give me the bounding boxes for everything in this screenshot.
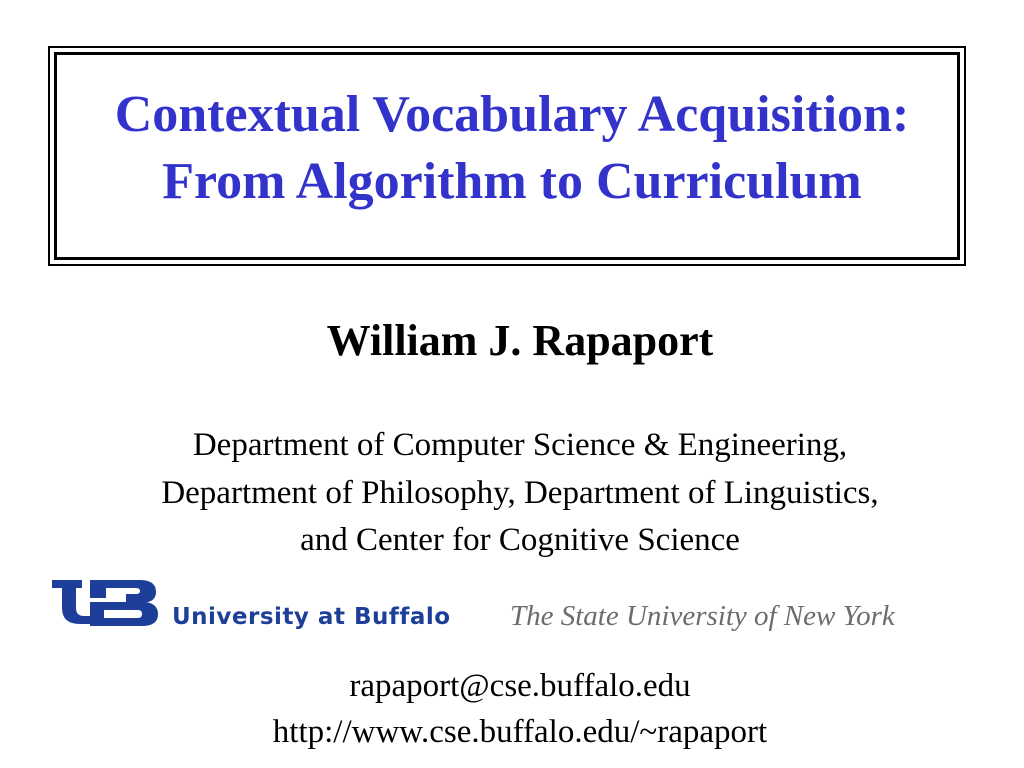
slide-title-line-1: Contextual Vocabulary Acquisition: <box>114 86 910 143</box>
author-email: rapaport@cse.buffalo.edu <box>349 668 691 704</box>
university-logo <box>52 574 952 644</box>
logo-tagline: The State University of New York <box>510 600 895 632</box>
logo-university-name: University at Buffalo <box>172 604 451 630</box>
author-name: William J. Rapaport <box>326 316 714 365</box>
affiliation-line-3: and Center for Cognitive Science <box>300 522 740 558</box>
author-homepage-url: http://www.cse.buffalo.edu/~rapaport <box>272 714 768 750</box>
slide-title-line-2: From Algorithm to Curriculum <box>162 153 862 210</box>
ub-monogram-icon <box>52 578 160 628</box>
affiliation-line-1: Department of Computer Science & Engineering, <box>192 427 848 463</box>
affiliation-line-2: Department of Philosophy, Department of Linguistics, <box>161 475 879 511</box>
